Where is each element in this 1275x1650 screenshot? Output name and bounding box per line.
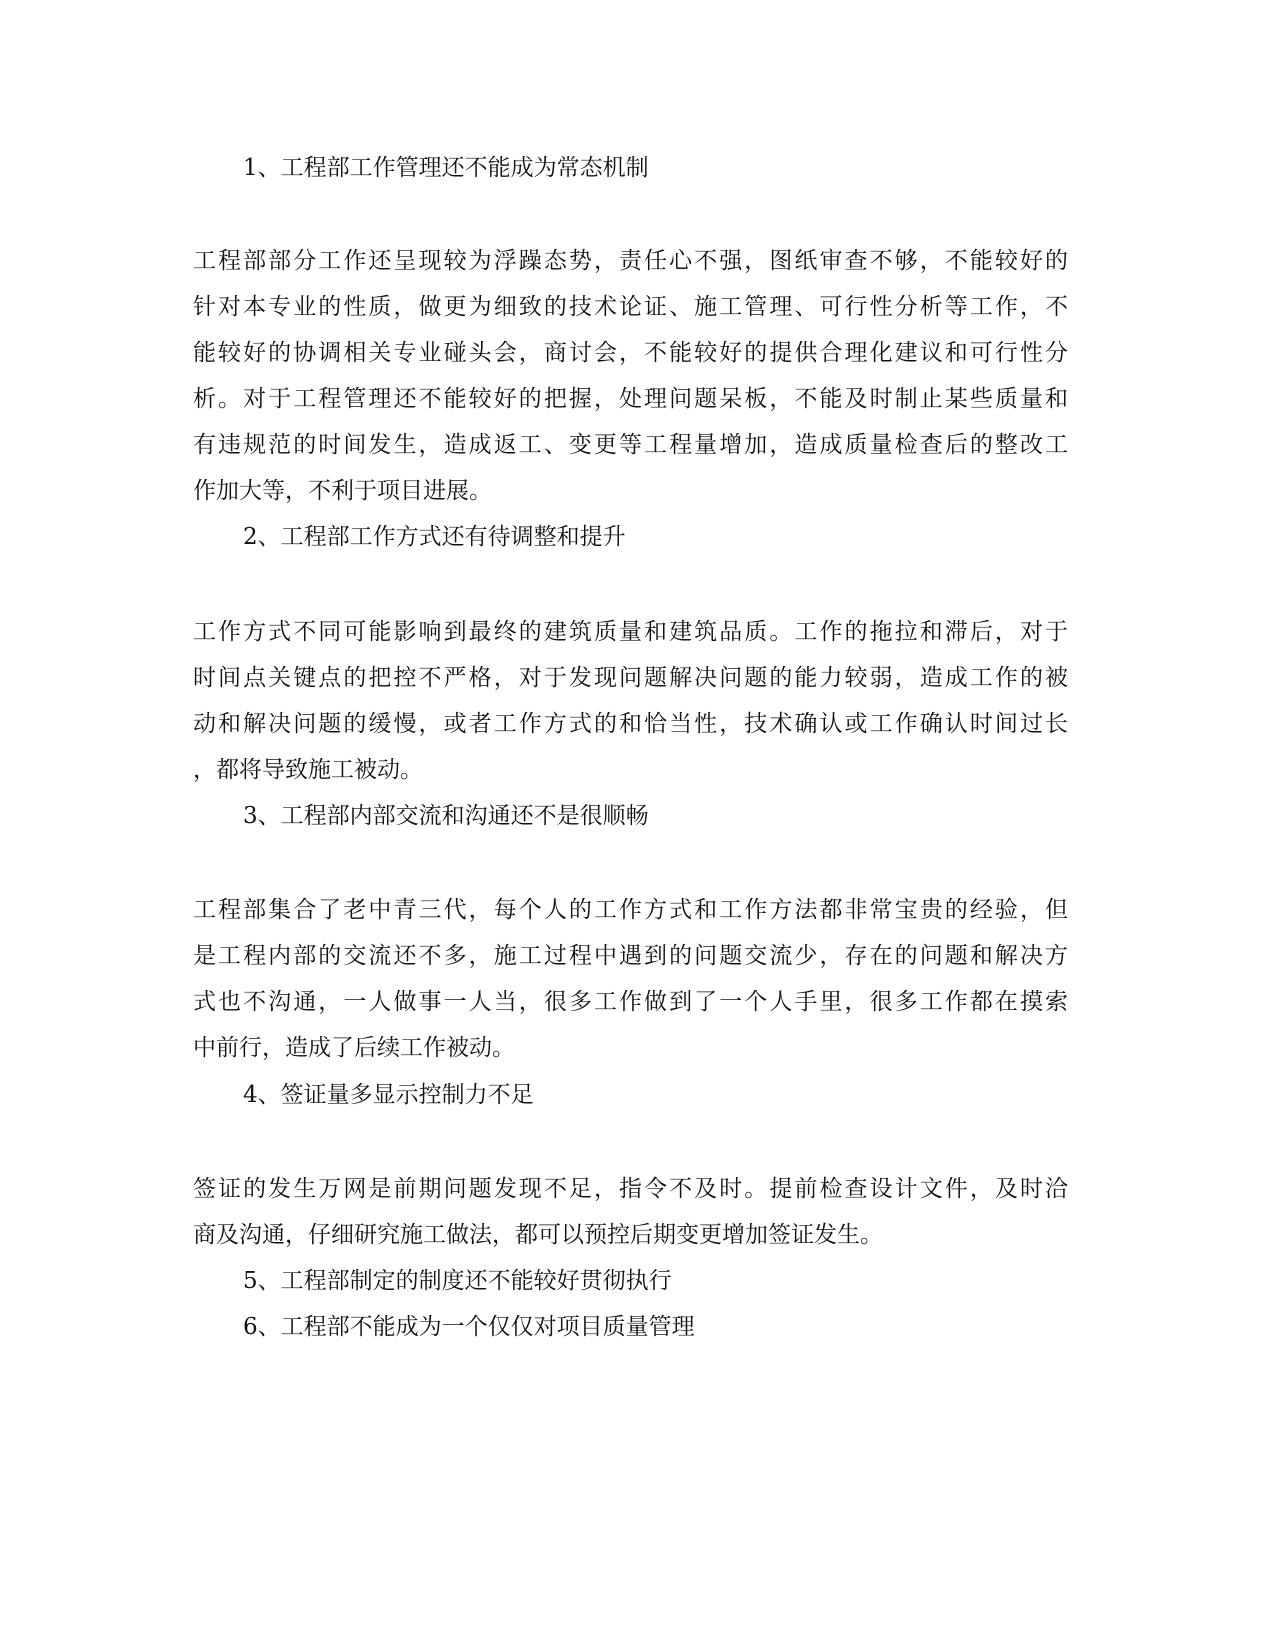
paragraph-2-line-1: 工作方式不同可能影响到最终的建筑质量和建筑品质。工作的拖拉和滞后，对于 (193, 619, 1068, 645)
paragraph-1-line-4: 析。对于工程管理还不能较好的把握，处理问题呆板，不能及时制止某些质量和 (193, 386, 1068, 412)
section-heading-2: 2、工程部工作方式还有待调整和提升 (243, 524, 626, 550)
section-heading-4: 4、签证量多显示控制力不足 (243, 1082, 534, 1108)
paragraph-1-line-6: 作加大等，不利于项目进展。 (193, 478, 492, 504)
paragraph-4-line-2: 商及沟通，仔细研究施工做法，都可以预控后期变更增加签证发生。 (193, 1222, 883, 1248)
section-heading-1: 1、工程部工作管理还不能成为常态机制 (243, 155, 649, 181)
paragraph-3-line-2: 是工程内部的交流还不多，施工过程中遇到的问题交流少，存在的问题和解决方 (193, 943, 1068, 969)
paragraph-2-line-4: ，都将导致施工被动。 (193, 757, 423, 783)
paragraph-1-line-3: 能较好的协调相关专业碰头会，商讨会，不能较好的提供合理化建议和可行性分 (193, 340, 1068, 366)
paragraph-1-line-2: 针对本专业的性质，做更为细致的技术论证、施工管理、可行性分析等工作，不 (193, 294, 1068, 320)
paragraph-1-line-5: 有违规范的时间发生，造成返工、变更等工程量增加，造成质量检查后的整改工 (193, 432, 1068, 458)
paragraph-3-line-3: 式也不沟通，一人做事一人当，很多工作做到了一个人手里，很多工作都在摸索 (193, 989, 1068, 1015)
paragraph-3-line-4: 中前行，造成了后续工作被动。 (193, 1035, 515, 1061)
paragraph-2-line-3: 动和解决问题的缓慢，或者工作方式的和恰当性，技术确认或工作确认时间过长 (193, 711, 1068, 737)
paragraph-1-line-1: 工程部部分工作还呈现较为浮躁态势，责任心不强，图纸审查不够，不能较好的 (193, 248, 1068, 274)
section-heading-3: 3、工程部内部交流和沟通还不是很顺畅 (243, 803, 649, 829)
section-heading-6: 6、工程部不能成为一个仅仅对项目质量管理 (243, 1314, 695, 1340)
paragraph-3-line-1: 工程部集合了老中青三代，每个人的工作方式和工作方法都非常宝贵的经验，但 (193, 897, 1068, 923)
paragraph-2-line-2: 时间点关键点的把控不严格，对于发现问题解决问题的能力较弱，造成工作的被 (193, 665, 1068, 691)
section-heading-5: 5、工程部制定的制度还不能较好贯彻执行 (243, 1268, 672, 1294)
paragraph-4-line-1: 签证的发生万网是前期问题发现不足，指令不及时。提前检查设计文件，及时洽 (193, 1176, 1068, 1202)
